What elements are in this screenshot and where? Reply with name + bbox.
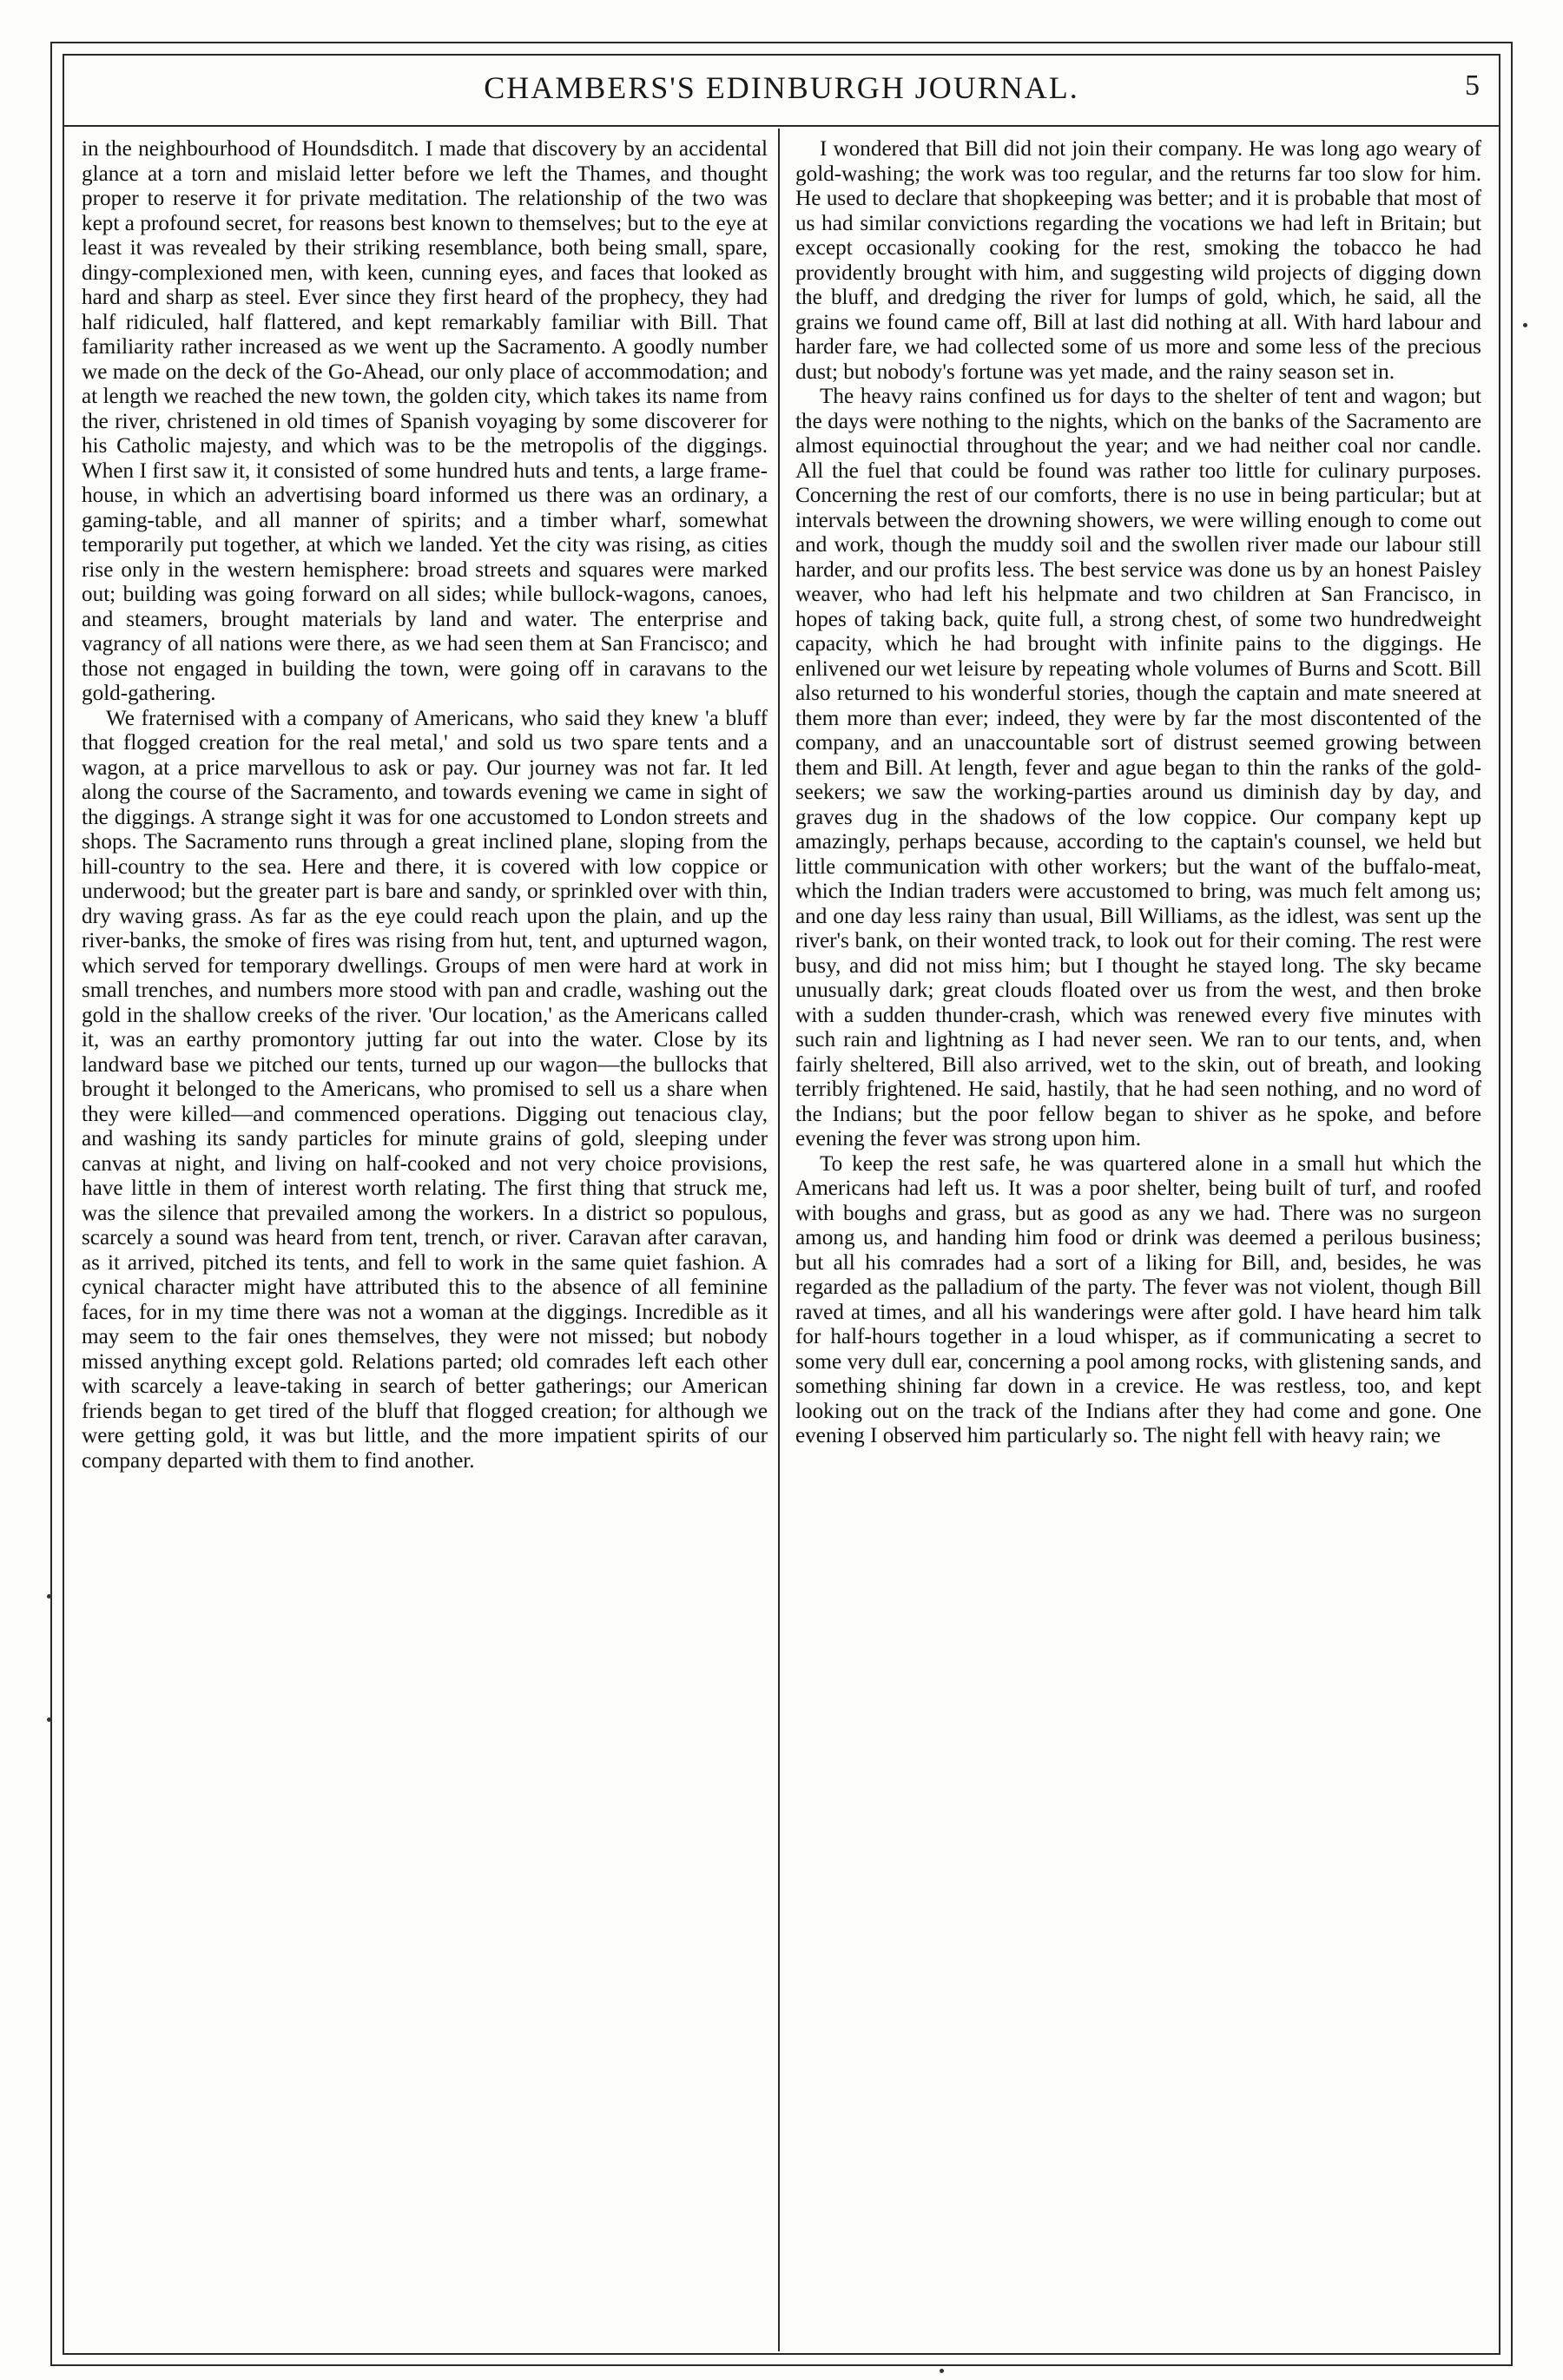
print-speck bbox=[47, 1594, 51, 1599]
column-divider bbox=[778, 129, 780, 2351]
left-column bbox=[82, 137, 768, 2343]
journal-title: CHAMBERS'S EDINBURGH JOURNAL. bbox=[484, 70, 1079, 105]
print-speck bbox=[940, 2369, 944, 2373]
print-speck bbox=[47, 1717, 51, 1722]
paragraph: To keep the rest safe, he was quartered alone in a small hut which the Americans had left us. It was a poor shelter, being built of turf, and roofed with boughs and grass, but as good as any we had. There was no surgeon among us, and handing him food or drink was deemed a perilous business; but all his comrades had a sort of a liking for Bill, and, besides, he was regarded as the palladium of the party. The fever was not violent, though Bill raved at times, and all his wanderings were after gold. I have heard him talk for half-hours together in a loud whisper, as if communicating a secret to some very dull ear, concerning a pool among rocks, with glistening sands, and something shining far down in a crevice. He was restless, too, and kept looking out on the track of the Indians after they had come and gone. One evening I observed him particularly so. The night fell with heavy rain; we bbox=[795, 1151, 1481, 1447]
print-speck bbox=[1523, 323, 1527, 327]
page-number: 5 bbox=[1465, 69, 1480, 102]
paragraph: The heavy rains confined us for days to the shelter of tent and wagon; but the days were nothing to the nights, which on the banks of the Sacramento are almost equinoctial throughout the year; and we had neither coal nor candle. All the fuel that could be found was rather too little for culinary purposes. Concerning the rest of our comforts, there is no use in being particular; but at intervals between the drowning showers, we were willing enough to come out and work, though the muddy soil and the swollen river made our labour still harder, and our profits less. The best service was done us by an honest Paisley weaver, who had left his helpmate and two children at San Francisco, in hopes of taking back, quite full, a strong chest, of some two hundredweight capacity, which he had brought with infinite pains to the diggings. He enlivened our wet leisure by repeating whole volumes of Burns and Scott. Bill also returned to his wonderful stories, though the captain and mate sneered at them more than ever; indeed, they were by far the most discontented of the company, and an unaccountable sort of distrust seemed growing between them and Bill. At length, fever and ague began to thin the ranks of the gold-seekers; we saw the working-parties around us diminish day by day, and graves dug in the shadows of the low coppice. Our company kept up amazingly, perhaps because, according to the captain's counsel, we held but little communication with other workers; but the want of the buffalo-meat, which the Indian traders were accustomed to bring, was much felt among us; and one day less rainy than usual, Bill Williams, as the idlest, was sent up the river's bank, on their wonted track, to look out for their coming. The rest were busy, and did not miss him; but I thought he stayed long. The sky became unusually dark; great clouds floated over us from the west, and then broke with a sudden thunder-crash, which was renewed every five minutes with such rain and lightning as I had never seen. We ran to our tents, and, when fairly sheltered, Bill also arrived, wet to the skin, out of breath, and looking terribly frightened. He said, hastily, that he had seen nothing, and no word of the Indians; but the poor fellow began to shiver as he spoke, and before evening the fever was strong upon him. bbox=[795, 385, 1481, 1150]
paragraph: in the neighbourhood of Houndsditch. I made that discovery by an accidental glance at a torn and mislaid letter before we left the Thames, and thought proper to reserve it for private meditation. The relationship of the two was kept a profound secret, for reasons best known to themselves; but to the eye at least it was revealed by their striking resemblance, both being small, spare, dingy-complexioned men, with keen, cunning eyes, and faces that looked as hard and sharp as steel. Ever since they first heard of the prophecy, they had half ridiculed, half flattered, and kept remarkably familiar with Bill. That familiarity rather increased as we went up the Sacramento. A goodly number we made on the deck of the Go-Ahead, our only place of accommodation; and at length we reached the new town, the golden city, which takes its name from the river, christened in old times of Spanish voyaging by some discoverer for his Catholic majesty, and which was to be the metropolis of the diggings. When I first saw it, it consisted of some hundred huts and tents, a large frame-house, in which an advertising board informed us there was an ordinary, a gaming-table, and all manner of spirits; and a timber wharf, somewhat temporarily put together, at which we landed. Yet the city was rising, as cities rise only in the western hemisphere: broad streets and squares were marked out; building was going forward on all sides; while bullock-wagons, canoes, and steamers, brought materials by land and water. The enterprise and vagrancy of all nations were there, as we had seen them at San Francisco; and those not engaged in building the town, were going off in caravans to the gold-gathering. bbox=[82, 137, 768, 705]
paragraph: We fraternised with a company of Americans, who said they knew 'a bluff that flogged creation for the real metal,' and sold us two spare tents and a wagon, at a price marvellous to ask or pay. Our journey was not far. It led along the course of the Sacramento, and towards evening we came in sight of the diggings. A strange sight it was for one accustomed to London streets and shops. The Sacramento runs through a great inclined plane, sloping from the hill-country to the sea. Here and there, it is covered with low coppice or underwood; but the greater part is bare and sandy, or sprinkled over with thin, dry waving grass. As far as the eye could reach upon the plain, and up the river-banks, the smoke of fires was rising from hut, tent, and upturned wagon, which served for temporary dwellings. Groups of men were hard at work in small trenches, and numbers more stood with pan and cradle, washing out the gold in the shallow creeks of the river. 'Our location,' as the Americans called it, was an earthy promontory jutting far out into the water. Close by its landward base we pitched our tents, turned up our wagon—the bullocks that brought it belonged to the Americans, who promised to sell us a share when they were killed—and commenced operations. Digging out tenacious clay, and washing its sandy particles for minute grains of gold, sleeping under canvas at night, and living on half-cooked and not very choice provisions, have little in them of interest worth relating. The first thing that struck me, was the silence that prevailed among the workers. In a district so populous, scarcely a sound was heard from tent, trench, or river. Caravan after caravan, as it arrived, pitched its tents, and fell to work in the same quiet fashion. A cynical character might have attributed this to the absence of all feminine faces, for in my time there was not a woman at the diggings. Incredible as it may seem to the fair ones themselves, they were not missed; but nobody missed anything except gold. Relations parted; old comrades left each other with scarcely a leave-taking in search of better gatherings; our American friends began to get tired of the bluff that flogged creation; for although we were getting gold, it was but little, and the more impatient spirits of our company departed with them to find another. bbox=[82, 706, 768, 1473]
right-column bbox=[795, 137, 1481, 2343]
paragraph: I wondered that Bill did not join their company. He was long ago weary of gold-washing; the work was too regular, and the returns far too slow for him. He used to declare that shopkeeping was better; and it is probable that most of us had similar convictions regarding the vocations we had left in Britain; but except occasionally cooking for the rest, smoking the tobacco he had providently brought with him, and suggesting wild projects of digging down the bluff, and dredging the river for lumps of gold, which, he said, all the grains we found came off, Bill at last did nothing at all. With hard labour and harder fare, we had collected some of us more and some less of the precious dust; but nobody's fortune was yet made, and the rainy season set in. bbox=[795, 137, 1481, 384]
page-header bbox=[64, 56, 1499, 127]
